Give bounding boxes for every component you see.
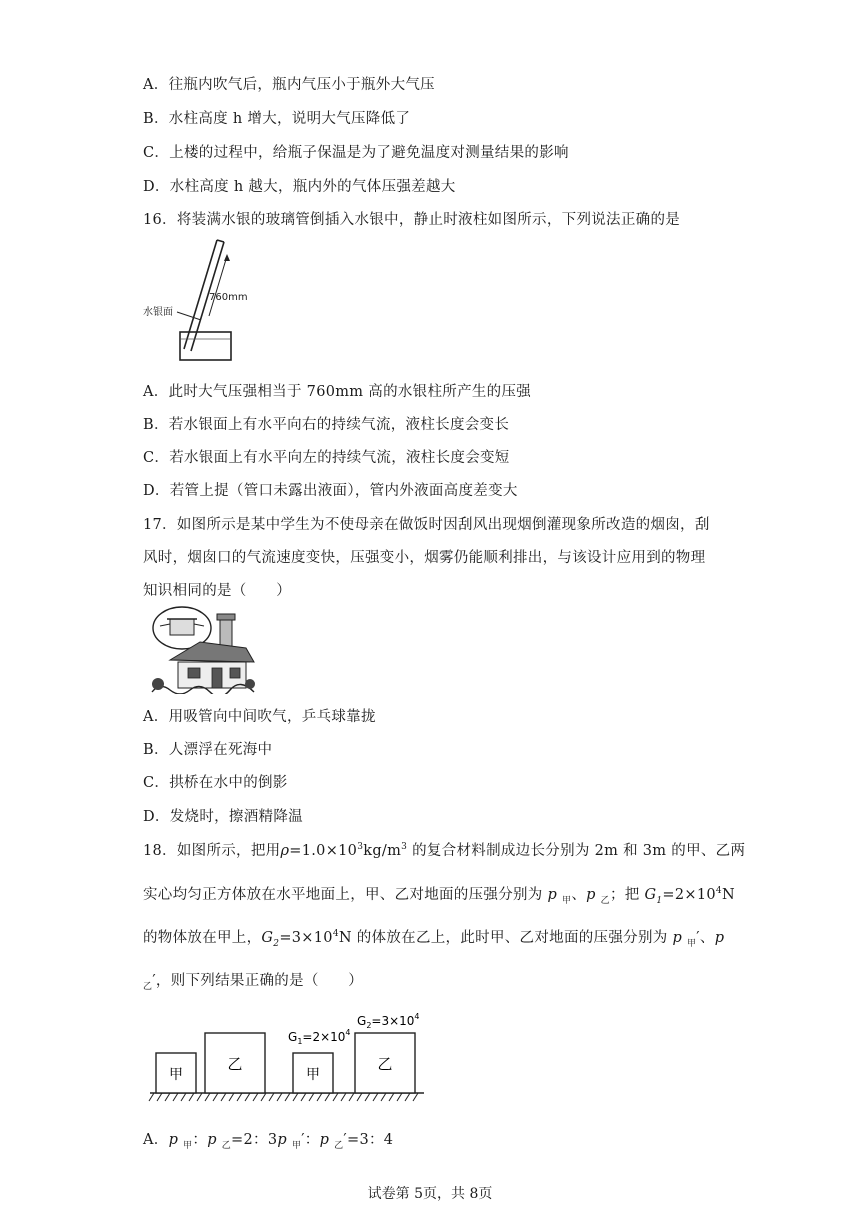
q18-fig-yi-right: 乙 [377, 1055, 393, 1073]
q15-option-c: C．上楼的过程中，给瓶子保温是为了避免温度对测量结果的影响 [143, 145, 569, 161]
q18-fig-jia-right: 甲 [306, 1067, 320, 1083]
q16-option-c: C．若水银面上有水平向左的持续气流，液柱长度会变短 [143, 450, 510, 466]
q15-option-a: A．往瓶内吹气后，瓶内气压小于瓶外大气压 [143, 77, 435, 93]
q16-height-label: 760mm [209, 292, 248, 303]
q16-surface-label: 水银面 [143, 307, 173, 318]
q17-stem-line3: 知识相同的是（ ） [143, 583, 291, 599]
q16-option-b: B．若水银面上有水平向右的持续气流，液柱长度会变长 [143, 417, 510, 433]
q18-fig-g2-label: $G_2=3\times 10^4$ [357, 1012, 420, 1030]
q18-cubes-figure [148, 1004, 428, 1108]
q18-option-a: A．p $_甲$：p $_乙$=2：3p $_甲$′：p $_乙$′=3：4 [143, 1132, 394, 1151]
q17-chimney-house-figure [150, 604, 256, 694]
q17-option-a: A．用吸管向中间吹气，乒乓球靠拢 [143, 709, 376, 725]
q18-fig-yi-left: 乙 [227, 1055, 243, 1073]
q18-stem-line1: 18．如图所示，把用$\rho=1.0\times 10^3kg/m^3$ 的复合材料制成边长分别为 2m 和 3m 的甲、乙两 [143, 842, 746, 859]
q18-fig-jia-left: 甲 [169, 1067, 183, 1083]
q17-option-c: C．拱桥在水中的倒影 [143, 775, 288, 791]
q16-stem: 16．将装满水银的玻璃管倒插入水银中，静止时液柱如图所示，下列说法正确的是 [143, 212, 681, 228]
q15-option-b: B．水柱高度 h 增大，说明大气压降低了 [143, 111, 411, 127]
q17-stem-line2: 风时，烟囱口的气流速度变快，压强变小，烟雾仍能顺利排出，与该设计应用到的物理 [143, 550, 706, 566]
q17-option-d: D．发烧时，擦酒精降温 [143, 809, 303, 825]
q18-stem-line4: $_乙$′，则下列结果正确的是（ ） [143, 973, 364, 992]
q16-option-a: A．此时大气压强相当于 760mm 高的水银柱所产生的压强 [143, 384, 532, 400]
q18-stem-line2: 实心均匀正方体放在水平地面上，甲、乙对地面的压强分别为 p $_甲$、p $_乙$；把 $G_1=2\times 10^4N$ [143, 886, 735, 906]
q17-stem-line1: 17．如图所示是某中学生为不使母亲在做饭时因刮风出现烟倒灌现象所改造的烟囱，刮 [143, 517, 710, 533]
q18-stem-line3: 的物体放在甲上，$G_2=3\times 10^4N$ 的体放在乙上，此时甲、乙对地面的压强分别为 p $_甲$′、p [143, 929, 725, 949]
q18-fig-g1-label: $G_1=2\times 10^4$ [288, 1028, 351, 1046]
q17-option-b: B．人漂浮在死海中 [143, 742, 273, 758]
q15-option-d: D．水柱高度 h 越大，瓶内外的气体压强差越大 [143, 179, 456, 195]
q16-option-d: D．若管上提（管口未露出液面），管内外液面高度差变大 [143, 483, 518, 499]
page-footer: 试卷第 5页，共 8页 [367, 1186, 493, 1202]
q16-mercury-tube-figure [143, 236, 253, 368]
